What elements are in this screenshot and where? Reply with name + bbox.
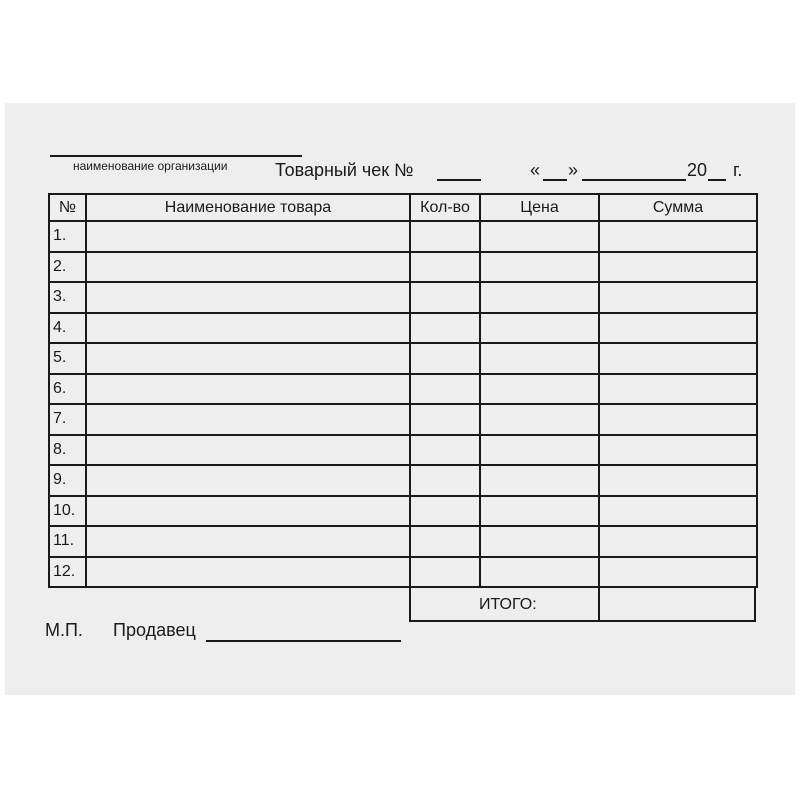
receipt-title: Товарный чек № (275, 160, 414, 180)
date-close-quote: » (568, 160, 579, 180)
cell-price (480, 313, 599, 344)
cell-quantity (410, 435, 480, 466)
receipt-number-blank (437, 179, 481, 181)
date-month-blank (582, 179, 686, 181)
date-day-blank (543, 179, 567, 181)
cell-product-name (86, 374, 410, 405)
table-header-row (49, 194, 757, 221)
table-row (49, 374, 757, 405)
cell-price (480, 221, 599, 252)
organization-caption: наименование организации (73, 159, 228, 173)
cell-sum (599, 221, 757, 252)
table-row (49, 557, 757, 588)
cell-sum (599, 496, 757, 527)
cell-quantity (410, 252, 480, 283)
table-row (49, 282, 757, 313)
table-row (49, 435, 757, 466)
column-header-price: Цена (480, 194, 599, 221)
cell-product-name (86, 404, 410, 435)
column-header-quantity: Кол-во (410, 194, 480, 221)
cell-quantity (410, 282, 480, 313)
row-number: 6. (49, 374, 86, 405)
cell-sum (599, 374, 757, 405)
cell-product-name (86, 557, 410, 588)
date-year-prefix: 20 (687, 160, 708, 180)
table-row (49, 313, 757, 344)
row-number: 12. (49, 557, 86, 588)
column-header-product-name: Наименование товара (86, 194, 410, 221)
table-row (49, 526, 757, 557)
cell-product-name (86, 435, 410, 466)
items-table (48, 193, 758, 588)
cell-sum (599, 343, 757, 374)
stamp-place-label: М.П. (45, 620, 83, 640)
cell-quantity (410, 496, 480, 527)
row-number: 2. (49, 252, 86, 283)
cell-quantity (410, 313, 480, 344)
cell-quantity (410, 343, 480, 374)
column-header-sum: Сумма (599, 194, 757, 221)
total-divider (598, 588, 600, 620)
date-open-quote: « (530, 160, 541, 180)
cell-sum (599, 435, 757, 466)
cell-price (480, 465, 599, 496)
cell-product-name (86, 252, 410, 283)
cell-price (480, 526, 599, 557)
seller-signature-line (206, 640, 401, 642)
row-number: 9. (49, 465, 86, 496)
cell-sum (599, 313, 757, 344)
cell-product-name (86, 526, 410, 557)
table-row (49, 465, 757, 496)
total-row (409, 588, 756, 622)
cell-product-name (86, 221, 410, 252)
row-number: 1. (49, 221, 86, 252)
cell-sum (599, 252, 757, 283)
cell-price (480, 252, 599, 283)
cell-product-name (86, 282, 410, 313)
table-row (49, 404, 757, 435)
organization-name-line (50, 155, 302, 157)
table-row (49, 496, 757, 527)
row-number: 11. (49, 526, 86, 557)
cell-price (480, 282, 599, 313)
cell-product-name (86, 496, 410, 527)
date-suffix: г. (733, 160, 743, 180)
cell-quantity (410, 465, 480, 496)
table-row (49, 252, 757, 283)
row-number: 8. (49, 435, 86, 466)
cell-product-name (86, 465, 410, 496)
total-label: ИТОГО: (479, 596, 537, 613)
cell-sum (599, 282, 757, 313)
cell-sum (599, 465, 757, 496)
table-row (49, 221, 757, 252)
column-header-number: № (49, 194, 86, 221)
cell-product-name (86, 343, 410, 374)
seller-label: Продавец (113, 620, 196, 640)
row-number: 4. (49, 313, 86, 344)
cell-quantity (410, 557, 480, 588)
cell-price (480, 496, 599, 527)
cell-sum (599, 557, 757, 588)
table-row (49, 343, 757, 374)
cell-quantity (410, 526, 480, 557)
row-number: 5. (49, 343, 86, 374)
cell-price (480, 557, 599, 588)
row-number: 10. (49, 496, 86, 527)
row-number: 3. (49, 282, 86, 313)
cell-product-name (86, 313, 410, 344)
cell-price (480, 404, 599, 435)
date-year-blank (708, 179, 726, 181)
row-number: 7. (49, 404, 86, 435)
cell-price (480, 343, 599, 374)
cell-quantity (410, 374, 480, 405)
cell-sum (599, 404, 757, 435)
cell-quantity (410, 221, 480, 252)
cell-price (480, 435, 599, 466)
cell-sum (599, 526, 757, 557)
cell-price (480, 374, 599, 405)
cell-quantity (410, 404, 480, 435)
